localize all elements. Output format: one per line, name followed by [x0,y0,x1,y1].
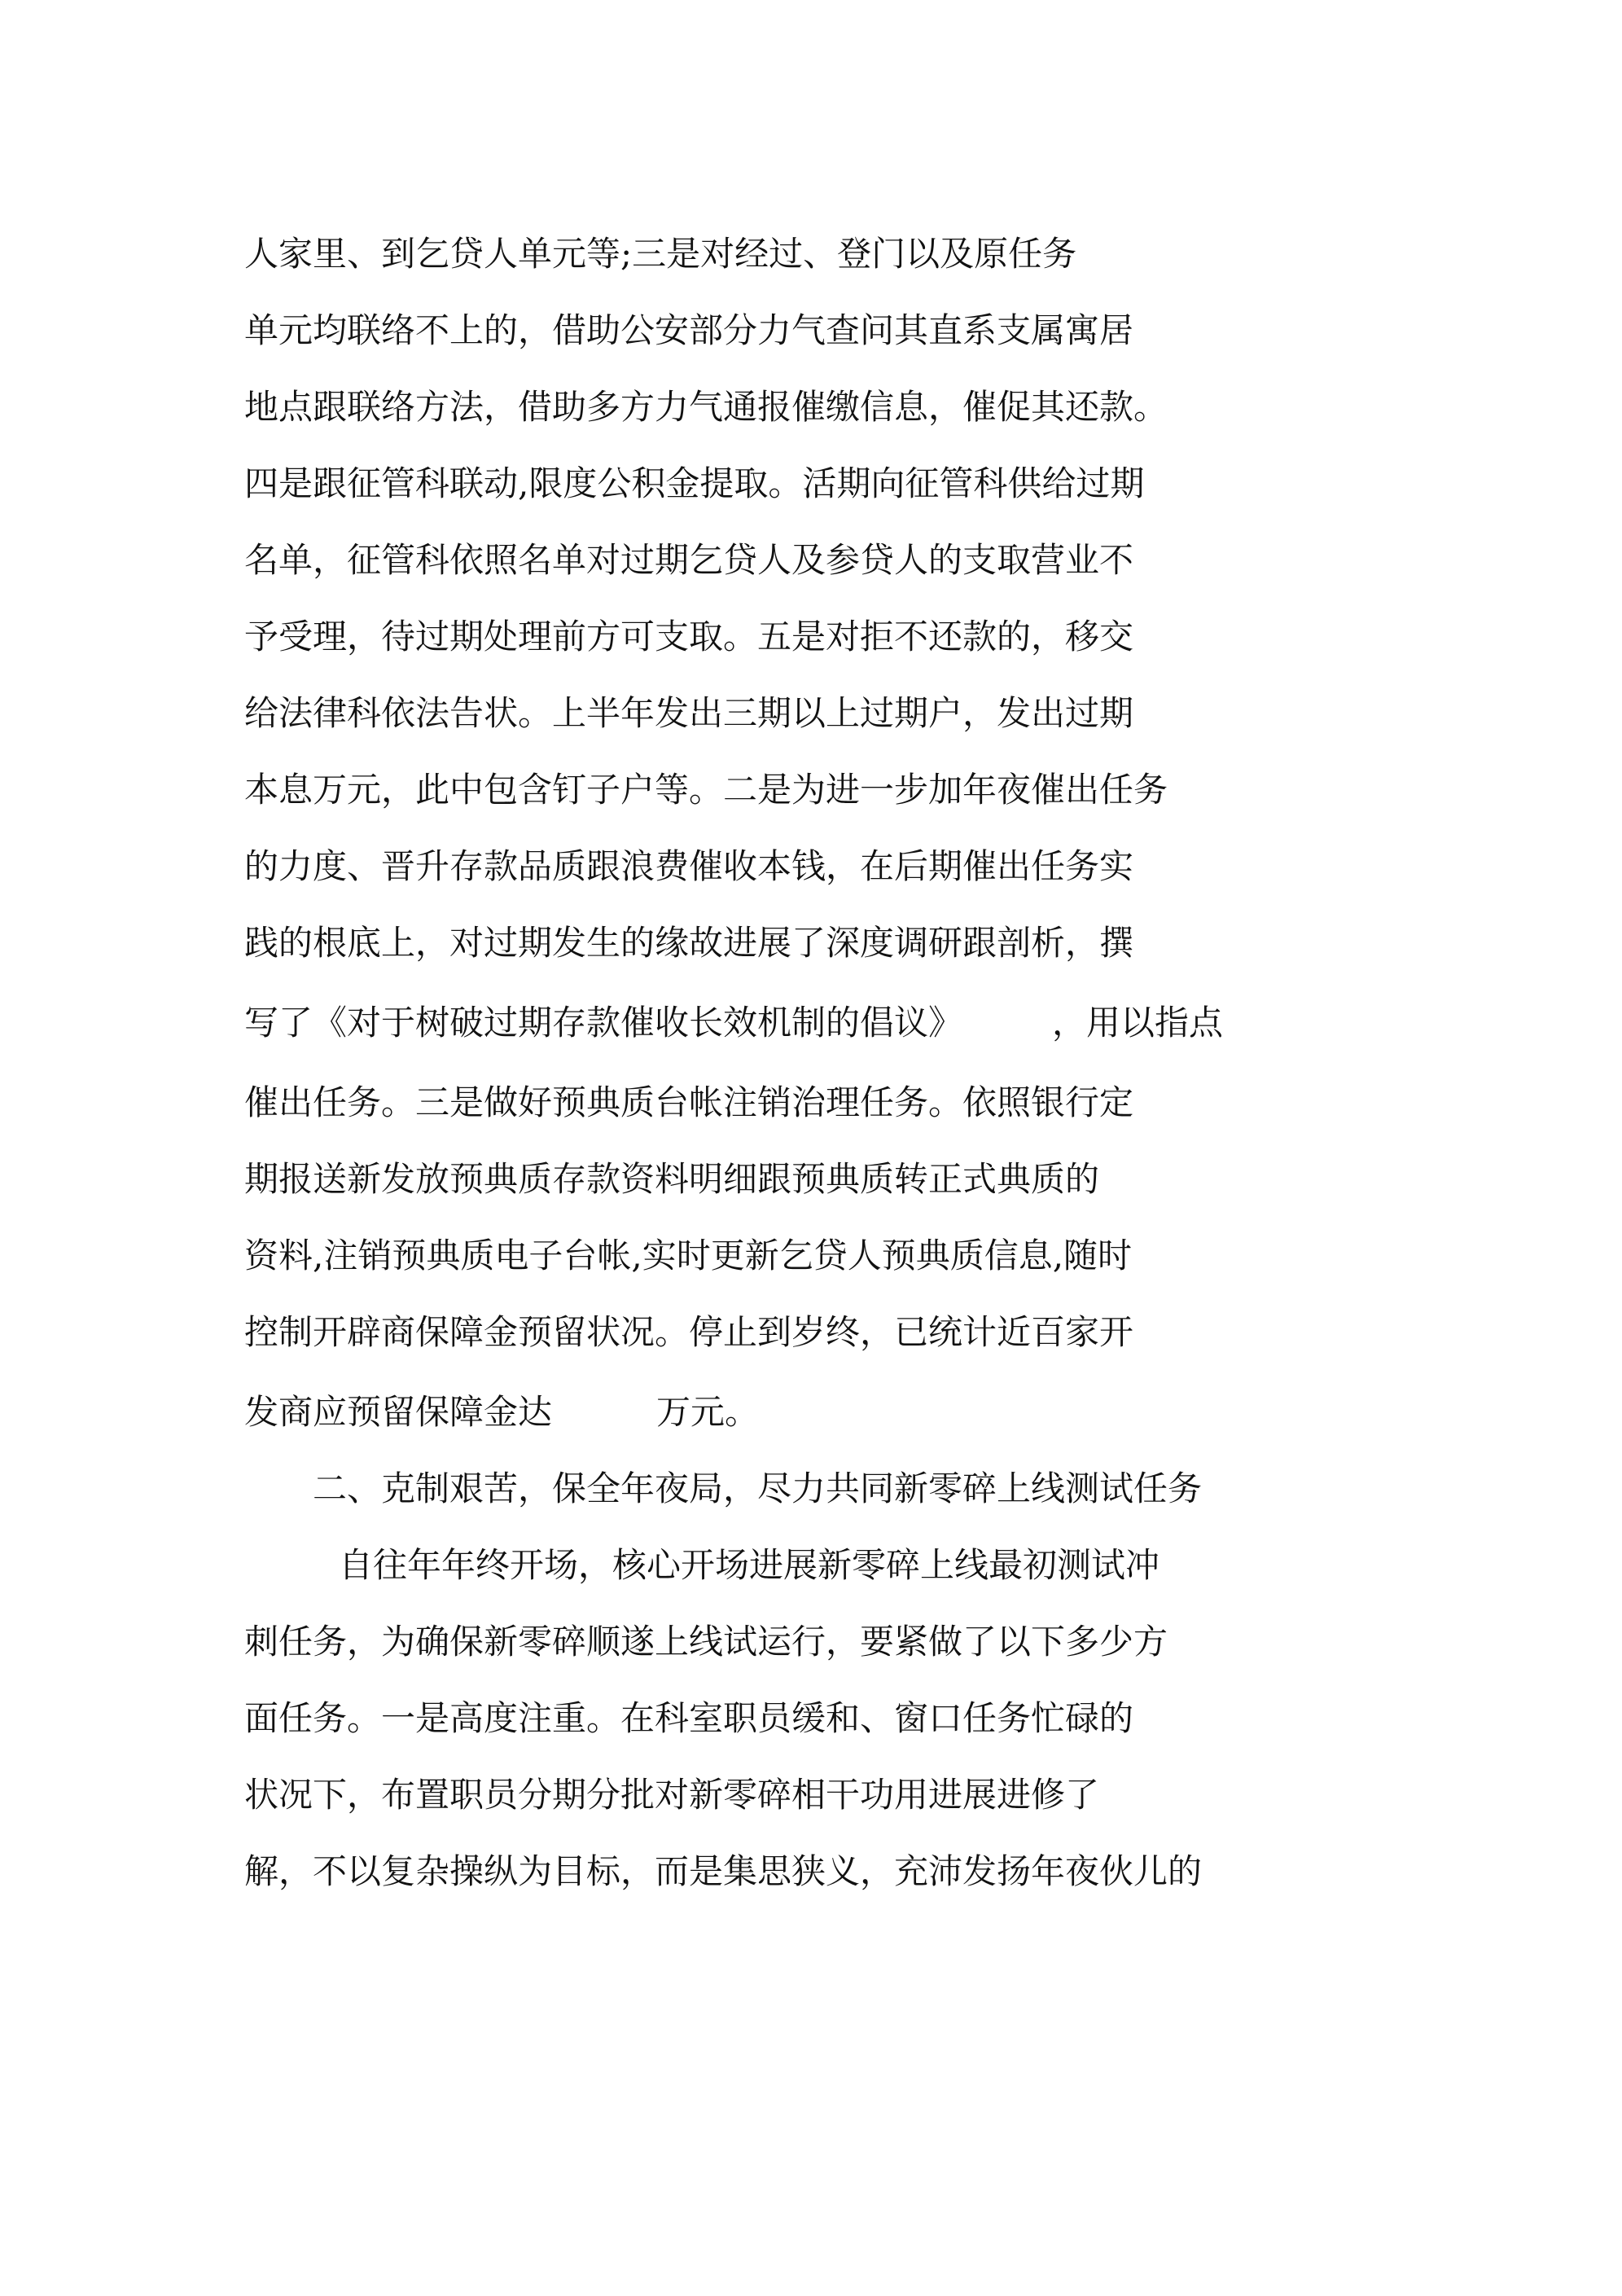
text-line-16-part-a: 发商应预留保障金达 [244,1392,553,1432]
text-line-21: 状况下，布置职员分期分批对新零碎相干功用进展进修了 [244,1775,1100,1815]
text-line-11 [244,999,1223,1047]
text-line-14: 资料,注销预典质电子台帐,实时更新乞贷人预典质信息,随时 [244,1236,1133,1275]
text-line-18: 自往年年终开场，核心开场进展新零碎上线最初测试冲 [339,1545,1160,1585]
text-line-16-part-b: 万元。 [656,1392,760,1432]
section-heading: 二、克制艰苦，保全年夜局，尽力共同新零碎上线测试任务 [313,1468,1203,1508]
text-line-5: 名单，征管科依照名单对过期乞贷人及参贷人的支取营业不 [244,540,1134,580]
text-line-1: 人家里、到乞贷人单元等;三是对经过、登门以及原任务 [244,234,1077,274]
text-line-13: 期报送新发放预典质存款资料明细跟预典质转正式典质的 [244,1159,1100,1199]
text-line-3: 地点跟联络方法，借助多方力气通报催缴信息，催促其还款。 [244,387,1168,427]
text-line-12: 催出任务。三是做好预典质台帐注销治理任务。依照银行定 [244,1082,1134,1122]
text-line-15: 控制开辟商保障金预留状况。停止到岁终，已统计近百家开 [244,1312,1134,1352]
text-line-10: 践的根底上，对过期发生的缘故进展了深度调研跟剖析，撰 [244,923,1134,963]
text-line-7: 给法律科依法告状。上半年发出三期以上过期户，发出过期 [244,693,1134,733]
text-line-11-part-a: 写了《对于树破过期存款催收长效机制的倡议》 [244,1003,963,1043]
text-line-16 [244,1388,759,1437]
text-line-22: 解，不以复杂操纵为目标，而是集思狭义，充沛发扬年夜伙儿的 [244,1851,1203,1891]
text-line-4: 四是跟征管科联动,限度公积金提取。活期向征管科供给过期 [244,463,1145,503]
text-line-6: 予受理，待过期处理前方可支取。五是对拒不还款的，移交 [244,617,1134,656]
text-line-8: 本息万元，此中包含钉子户等。二是为进一步加年夜催出任务 [244,770,1168,810]
text-line-20: 面任务。一是高度注重。在科室职员缓和、窗口任务忙碌的 [244,1698,1134,1738]
text-line-2: 单元均联络不上的，借助公安部分力气查问其直系支属寓居 [244,310,1134,350]
text-line-19: 刺任务，为确保新零碎顺遂上线试运行，要紧做了以下多少方 [244,1622,1168,1662]
text-line-9: 的力度、晋升存款品质跟浪费催收本钱，在后期催出任务实 [244,846,1134,886]
text-line-11-part-b: ，用以指点 [1052,1003,1224,1043]
